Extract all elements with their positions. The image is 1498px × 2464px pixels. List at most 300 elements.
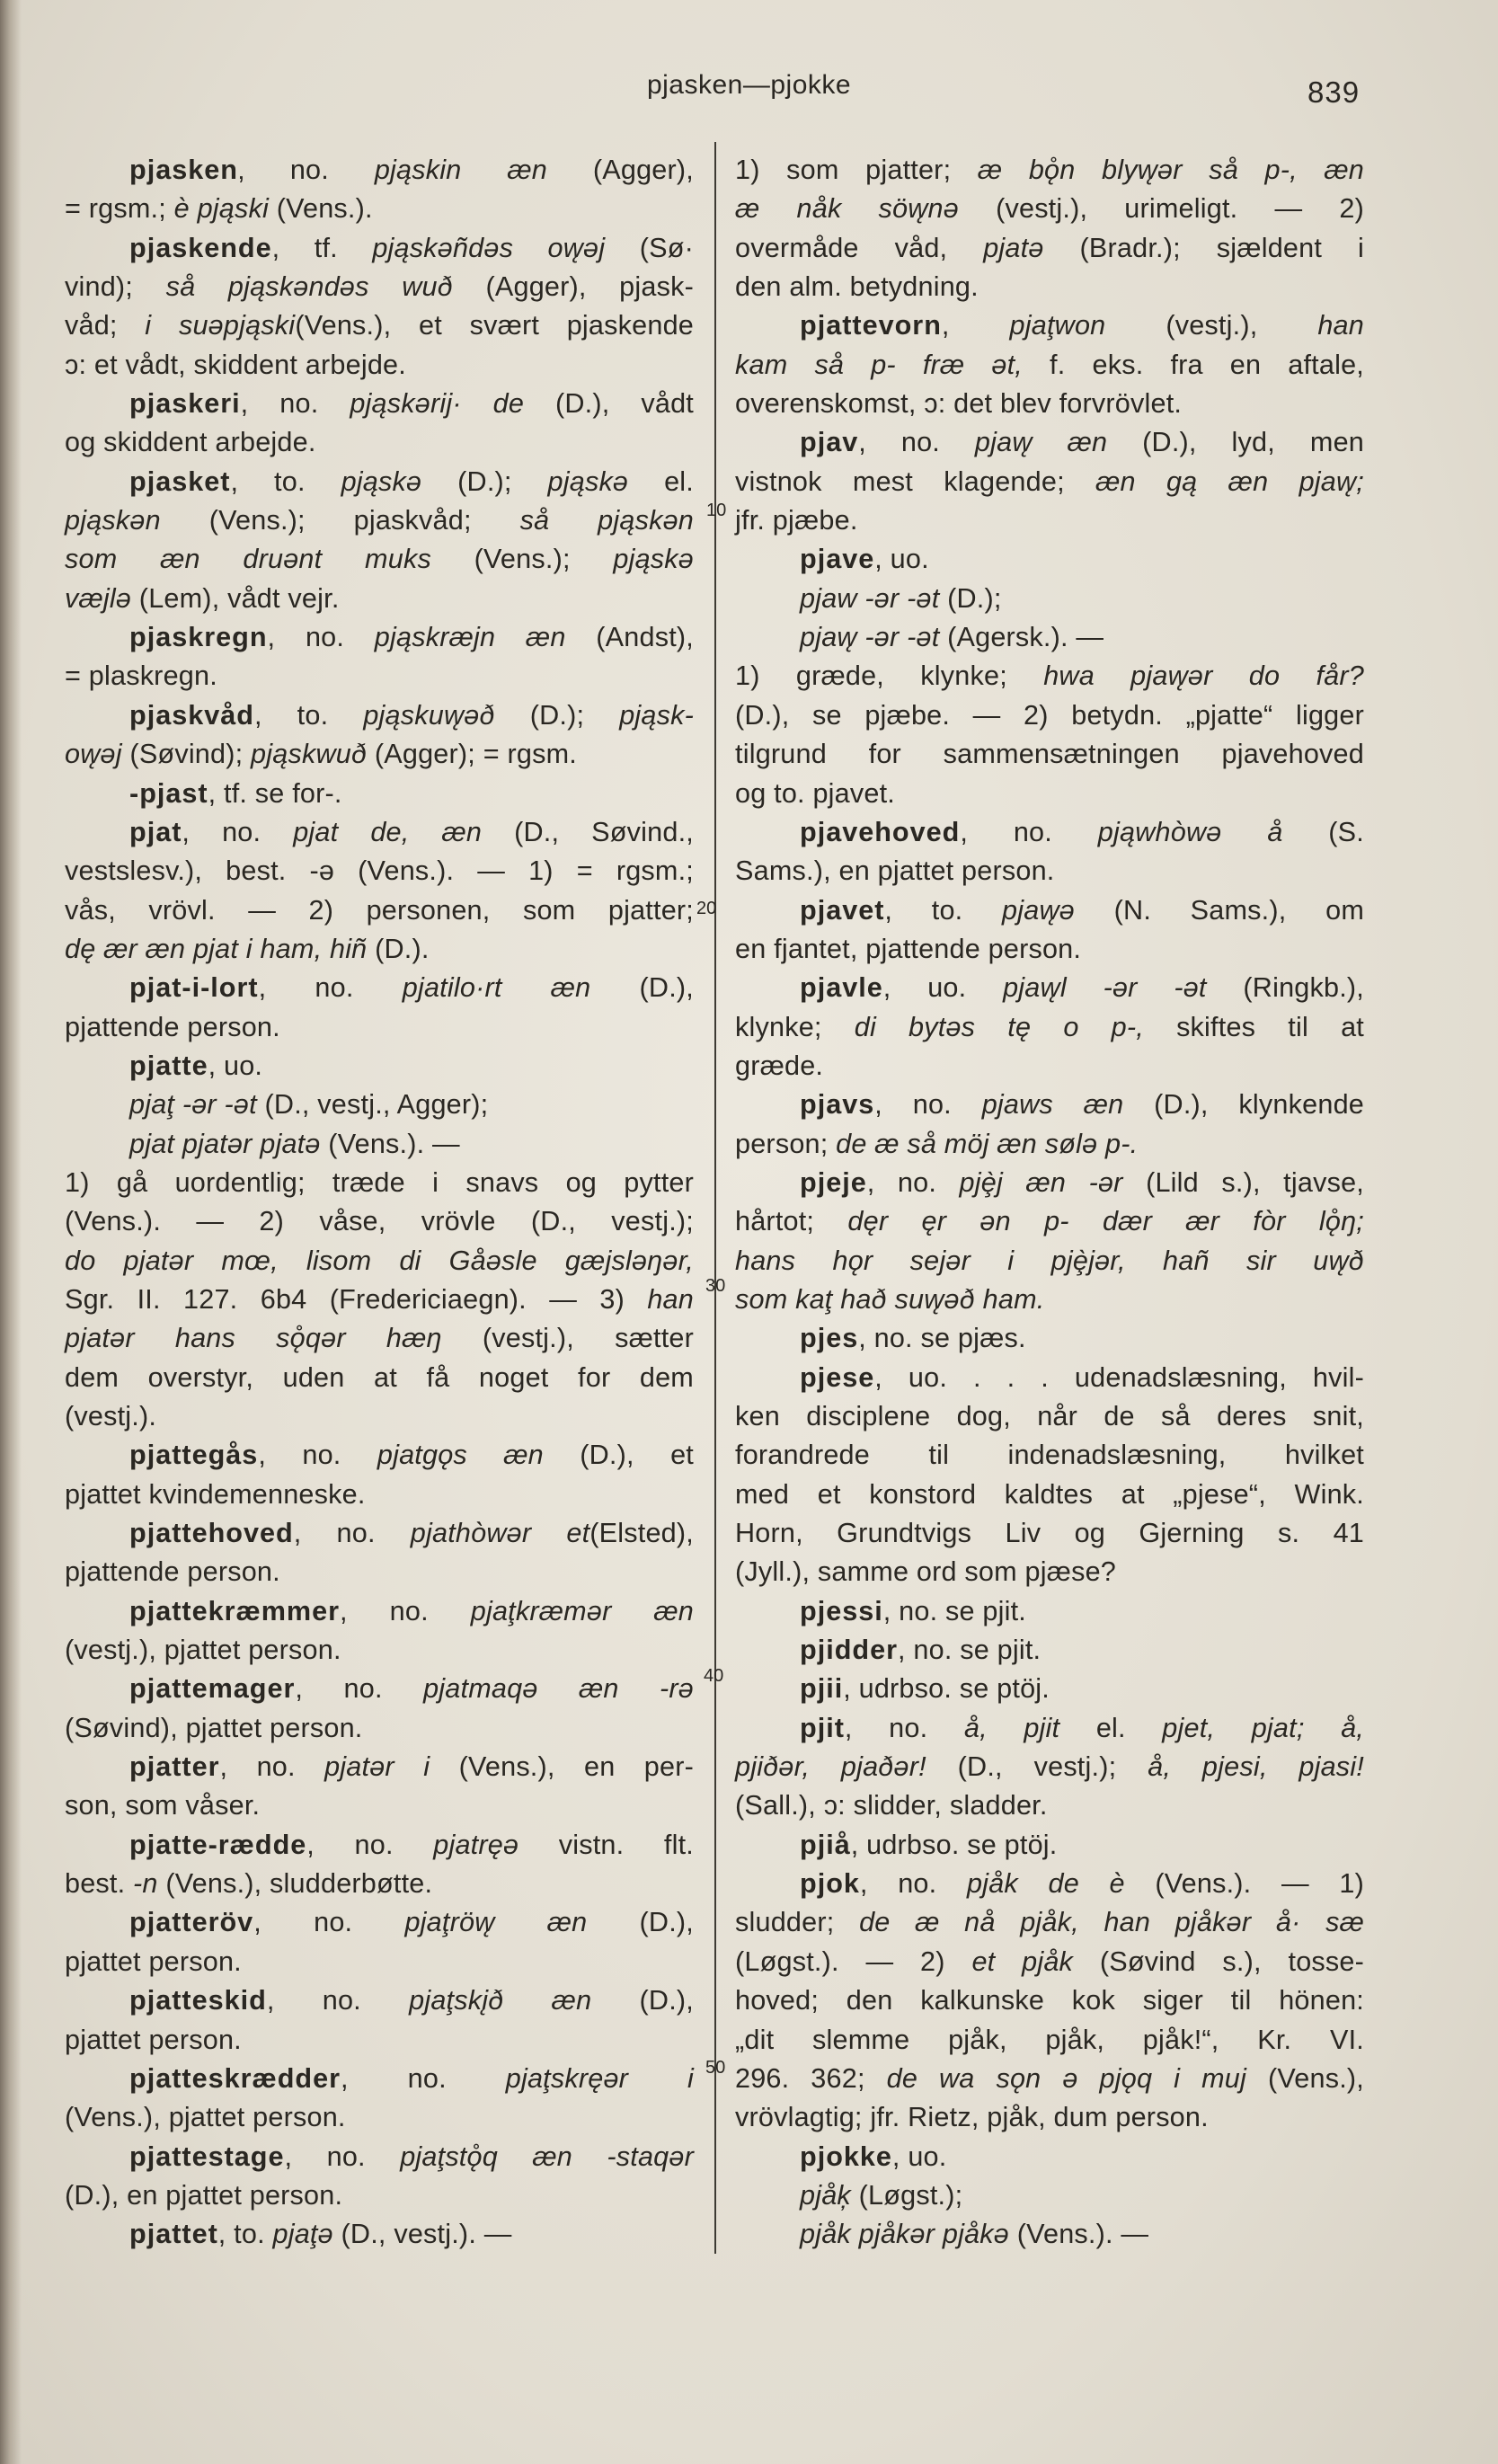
line-number-10: 10: [706, 501, 727, 520]
text-line: [65, 1397, 694, 1436]
entry-text: den alm. betydning.: [735, 271, 979, 303]
headword: pjessi: [800, 1595, 883, 1626]
headword: pjat: [129, 816, 182, 847]
entry-text: , uo.: [208, 1050, 263, 1081]
entry-text: , no.: [858, 427, 975, 458]
headword: pjattevorn: [800, 310, 942, 341]
dialect-form: pjatręə: [433, 1829, 519, 1860]
text-line: [65, 1514, 694, 1553]
text-line: [735, 151, 1364, 190]
text-line: [735, 1164, 1364, 1202]
headword: pjit: [800, 1712, 845, 1743]
text-line: [65, 1242, 694, 1281]
entry-text: (D.);: [939, 582, 1002, 614]
entry-text: vås, vrövl. — 2) personen, som pjatter;: [65, 894, 694, 926]
entry-text: (Vens.),: [1246, 2062, 1364, 2094]
book-binding-edge: [0, 0, 22, 2464]
headword: pjattet: [129, 2219, 218, 2250]
text-line: [735, 696, 1364, 735]
dialect-form: pjat de, æn: [293, 816, 483, 847]
dialect-form: pjȩ̀j æn -ər: [959, 1166, 1123, 1198]
entry-text: = rgsm.;: [65, 193, 174, 225]
entry-text: (D., vestj.);: [926, 1751, 1148, 1783]
text-line: [65, 657, 694, 696]
text-line: [65, 1631, 694, 1670]
dialect-form: pjatər hans sǫ̊qər hæŋ: [65, 1323, 442, 1354]
text-line: [735, 2138, 1364, 2176]
text-line: [65, 501, 694, 540]
column-rule: [714, 142, 716, 2254]
dialect-form: dę ær æn pjat i ham, hiñ: [65, 933, 368, 964]
entry-text: (vestj.).: [65, 1401, 157, 1431]
headword: pjes: [800, 1323, 859, 1354]
entry-text: (D.);: [421, 465, 548, 497]
dialect-form: hwa pjaw̨ər do får?: [1043, 660, 1364, 692]
text-line: [735, 1047, 1364, 1086]
entry-text: 296. 362;: [735, 2062, 887, 2094]
headword: pjiå: [800, 1829, 851, 1860]
entry-text: (Andst),: [565, 622, 694, 653]
entry-text: pjattet kvindemenneske.: [65, 1478, 366, 1510]
text-line: [65, 2215, 694, 2254]
entry-text: (Løgst.). — 2): [735, 1945, 972, 1977]
entry-text: 1) som pjatter;: [735, 155, 978, 185]
text-line: [735, 891, 1364, 930]
dialect-form: pjatilo·rt æn: [402, 972, 591, 1004]
entry-text: (Søvind);: [121, 739, 252, 770]
entry-text: (Jyll.), samme ord som pjæse?: [735, 1556, 1117, 1588]
text-line: [65, 1981, 694, 2020]
text-line: [735, 1514, 1364, 1553]
entry-text: (Vens.). —: [1009, 2219, 1149, 2250]
entry-text: , uo. . . . udenadslæsning, hvil-: [874, 1361, 1364, 1393]
entry-text: Sgr. II. 127. 6b4 (Fredericiaegn). — 3): [65, 1283, 648, 1315]
dialect-form: do pjatər mœ, lisom di Gåəsle gæjsləŋər,: [65, 1245, 694, 1276]
text-line: [65, 1086, 694, 1124]
text-line: [65, 1281, 694, 1319]
entry-text: græde.: [735, 1050, 824, 1081]
entry-text: , no. se pjit.: [882, 1595, 1026, 1626]
dialect-form: å, pjesi, pjasi!: [1148, 1751, 1364, 1783]
dialect-form: hans hǫr sejər i pjȩ̀jər, hañ sir uw̨ð: [735, 1245, 1364, 1276]
entry-text: (Sø·: [605, 232, 694, 263]
entry-text: (Vens.), en per-: [430, 1751, 694, 1783]
dialect-form: pjaţwon: [1009, 310, 1106, 341]
dialect-form: pjaw̨ə: [1002, 894, 1075, 926]
text-line: [735, 2060, 1364, 2098]
text-line: [735, 1826, 1364, 1865]
dialect-form: dęr ęr ən p- dær ær fòr lǫ̊ŋ;: [847, 1206, 1364, 1237]
dialect-form: pjatər i: [324, 1751, 430, 1783]
headword: pjatte-rædde: [129, 1829, 307, 1860]
dialect-form: pjaw̨ -ər -ət: [800, 622, 940, 653]
dialect-form: pjaţskįð æn: [409, 1985, 592, 2016]
entry-text: ‚ no.: [237, 155, 375, 185]
text-line: [735, 1281, 1364, 1319]
entry-text: , no.: [284, 2140, 401, 2172]
entry-text: , no.: [182, 816, 294, 847]
entry-text: el.: [628, 465, 694, 497]
text-line: [65, 190, 694, 228]
text-line: [735, 1359, 1364, 1397]
text-line: [65, 1359, 694, 1397]
headword: pjavehoved: [800, 816, 961, 847]
headword: pjeje: [800, 1166, 867, 1198]
entry-text: (D.).: [367, 933, 430, 964]
dialect-form: kam så p- fræ ət,: [735, 349, 1023, 380]
entry-text: en fjantet, pjattende person.: [735, 933, 1082, 964]
text-line: [65, 1436, 694, 1475]
entry-text: (Elsted),: [589, 1518, 694, 1549]
dialect-form: et pjåk: [971, 1945, 1074, 1977]
entry-text: (Vens.);: [430, 544, 614, 575]
line-number-40: 40: [704, 1666, 724, 1686]
entry-text: pjattet person.: [65, 1945, 242, 1977]
headword: pjatteskid: [129, 1985, 267, 2016]
headword: pjese: [800, 1361, 875, 1393]
entry-text: 1) græde, klynke;: [735, 660, 1044, 692]
text-line: [65, 580, 694, 618]
dialect-form: pjąskə: [613, 544, 694, 575]
text-line: [65, 385, 694, 423]
left-column: [65, 151, 694, 2255]
text-line: [65, 1319, 694, 1358]
entry-text: (Vens.), pjattet person.: [65, 2102, 346, 2133]
text-line: [735, 1865, 1364, 1903]
headword: pjaskeri: [129, 388, 241, 420]
entry-text: (Vens.). —: [320, 1128, 460, 1159]
entry-text: person;: [735, 1128, 837, 1159]
entry-text: (Agger), pjask-: [452, 271, 694, 303]
dialect-form: pjaw̨l -ər -ət: [1003, 972, 1207, 1004]
headword: pjatteröv: [129, 1907, 254, 1938]
headword: pjaskregn: [129, 622, 268, 653]
entry-text: Horn, Grundtvigs Liv og Gjerning s. 41: [735, 1518, 1364, 1549]
entry-text: og skiddent arbejde.: [65, 427, 316, 458]
headword: pjavet: [800, 894, 885, 926]
text-line: [735, 1631, 1364, 1670]
entry-text: tilgrund for sammensætningen pjavehoved: [735, 739, 1364, 770]
entry-text: (D., vestj.). —: [332, 2219, 512, 2250]
entry-text: pjattende person.: [65, 1011, 280, 1042]
text-line: [735, 1709, 1364, 1748]
dialect-form: pjąskuw̨əð: [363, 699, 495, 731]
dialect-form: pjąskə: [341, 465, 422, 497]
text-line: [735, 2098, 1364, 2137]
line-number-20: 20: [696, 899, 717, 918]
entry-text: ken disciplene dog, når de så deres snit,: [735, 1401, 1364, 1431]
text-line: [735, 657, 1364, 696]
entry-text: , no.: [253, 1907, 405, 1938]
entry-text: , uo.: [874, 544, 929, 575]
dialect-form: væjlə: [65, 582, 132, 614]
entry-text: (Søvind s.), tosse-: [1073, 1945, 1365, 1977]
text-line: [735, 852, 1364, 891]
entry-text: (Vens.). — 2) våse, vrövle (D., vestj.);: [65, 1206, 694, 1237]
entry-text: , uo.: [891, 2140, 947, 2172]
text-line: [735, 1981, 1364, 2020]
text-line: [735, 1125, 1364, 1164]
text-line: [735, 969, 1364, 1007]
text-line: [65, 775, 694, 813]
entry-text: (vestj.), sætter: [441, 1323, 694, 1354]
text-line: [735, 2021, 1364, 2060]
text-line: [735, 1397, 1364, 1436]
text-line: [65, 463, 694, 501]
dialect-form: è pjąski: [173, 193, 269, 225]
entry-text: , no.: [266, 1985, 410, 2016]
headword: pjattemager: [129, 1673, 296, 1705]
entry-text: (D.), se pjæbe. — 2) betydn. „pjatte“ ligger: [735, 699, 1364, 731]
text-line: [65, 1202, 694, 1241]
headword: pjokke: [800, 2140, 892, 2172]
text-line: [65, 969, 694, 1007]
text-line: [735, 463, 1364, 501]
text-line: [65, 1553, 694, 1591]
entry-text: (D., vestj., Agger);: [256, 1089, 489, 1121]
entry-text: forandrede til indenadslæsning, hvilket: [735, 1440, 1364, 1471]
text-line: [735, 1242, 1364, 1281]
dialect-form: pjąskə: [547, 465, 629, 497]
entry-text: ,: [941, 310, 1010, 341]
headword: pjat-i-lort: [129, 972, 259, 1004]
text-line: [65, 2060, 694, 2098]
text-line: [735, 1476, 1364, 1514]
entry-text: , no.: [874, 1089, 982, 1121]
headword: pjaskende: [129, 232, 272, 263]
entry-text: , no.: [267, 622, 375, 653]
text-line: [735, 775, 1364, 813]
dialect-form: han: [1317, 310, 1364, 341]
dialect-form: pjat pjatər pjatə: [129, 1128, 321, 1159]
line-number-50: 50: [705, 2058, 726, 2078]
dialect-form: pjąskwuð: [251, 739, 368, 770]
entry-text: dem overstyr, uden at få noget for dem: [65, 1361, 694, 1393]
text-line: [735, 813, 1364, 852]
dialect-form: som æn druənt muks: [65, 544, 431, 575]
headword: pjave: [800, 544, 875, 575]
entry-text: (D.), en pjattet person.: [65, 2179, 343, 2211]
dialect-form: pjiðər, pjaðər!: [735, 1751, 926, 1783]
entry-text: (Vens.), sludderbøtte.: [157, 1868, 433, 1900]
entry-text: (S.: [1282, 816, 1364, 847]
headword: pjattestage: [129, 2140, 285, 2172]
entry-text: , no. se pjæs.: [858, 1323, 1026, 1354]
headword: pjattehoved: [129, 1518, 294, 1549]
text-line: [65, 346, 694, 385]
text-line: [735, 2215, 1364, 2254]
dialect-form: pjåķ: [800, 2179, 851, 2211]
text-line: [65, 1047, 694, 1086]
dialect-form: pjaw -ər -ət: [800, 582, 940, 614]
text-line: [65, 2176, 694, 2215]
text-line: [735, 423, 1364, 462]
entry-text: (Søvind), pjattet person.: [65, 1712, 363, 1743]
headword: pjasken: [129, 155, 238, 185]
entry-text: hoved; den kalkunske kok siger til hönen:: [735, 1985, 1364, 2016]
text-line: [65, 2098, 694, 2137]
text-line: [735, 540, 1364, 579]
entry-text: , no.: [219, 1751, 325, 1783]
text-line: [735, 1008, 1364, 1047]
entry-text: , no.: [859, 1868, 967, 1900]
dialect-form: pjåk pjåkər pjåkə: [800, 2219, 1009, 2250]
entry-text: (vestj.), urimeligt. — 2): [958, 193, 1364, 225]
headword: pjasket: [129, 465, 231, 497]
text-line: [65, 1476, 694, 1514]
dialect-form: di bytəs tę o p-,: [854, 1011, 1144, 1042]
dialect-form: de æ så möj æn sølə p-.: [836, 1128, 1139, 1159]
text-line: [65, 1903, 694, 1942]
text-line: [735, 1786, 1364, 1825]
entry-text: vind);: [65, 271, 166, 303]
text-line: [735, 1592, 1364, 1631]
text-line: [65, 1670, 694, 1708]
dialect-form: pjaţröw̨ æn: [404, 1907, 588, 1938]
text-line: [65, 1164, 694, 1202]
dialect-form: pjaţ -ər -ət: [129, 1089, 257, 1121]
entry-text: overmåde våd,: [735, 232, 984, 263]
text-line: [65, 891, 694, 930]
text-line: [65, 1592, 694, 1631]
entry-text: , no. se pjit.: [897, 1635, 1042, 1666]
entry-text: (Agersk.). —: [939, 622, 1104, 653]
dialect-form: pjatmaqə æn -rə: [423, 1673, 694, 1705]
entry-text: , no.: [341, 2062, 506, 2094]
headword: pjatte: [129, 1050, 208, 1081]
dialect-form: i suəpjąski: [145, 310, 296, 341]
dialect-form: pjąskəñdəs ow̨əj: [372, 232, 606, 263]
text-line: [735, 930, 1364, 969]
entry-text: , udrbso. se ptöj.: [843, 1673, 1050, 1705]
text-line: [735, 580, 1364, 618]
entry-text: klynke;: [735, 1011, 855, 1042]
headword: pjattekræmmer: [129, 1595, 341, 1626]
text-line: [735, 1553, 1364, 1591]
dialect-form: pjaţə: [272, 2219, 333, 2250]
dialect-form: ow̨əj: [65, 739, 122, 770]
text-line: [735, 1903, 1364, 1942]
entry-text: son, som våser.: [65, 1790, 261, 1821]
headword: pjatteskrædder: [129, 2062, 341, 2094]
entry-text: (vestj.),: [1105, 310, 1318, 341]
text-line: [735, 229, 1364, 268]
entry-text: (Lem), vådt vejr.: [131, 582, 340, 614]
dialect-form: pjąskərij· de: [350, 388, 525, 420]
dialect-form: pjaw̨ æn: [974, 427, 1108, 458]
entry-text: (Vens.), et svært pjaskende: [295, 310, 694, 341]
dialect-form: pjatgǫs æn: [377, 1440, 544, 1471]
text-line: [65, 930, 694, 969]
entry-text: , udrbso. se ptöj.: [850, 1829, 1058, 1860]
headword: -pjast: [129, 777, 208, 809]
entry-text: , to.: [230, 465, 341, 497]
entry-text: , no.: [866, 1166, 960, 1198]
entry-text: (Vens.); pjaskvåd;: [160, 505, 520, 536]
entry-text: (Ringkb.),: [1206, 972, 1364, 1004]
dialect-form: pjąskən: [65, 505, 161, 536]
entry-text: (D.);: [494, 699, 620, 731]
text-line: [65, 735, 694, 774]
entry-text: ɔ: et vådt, skiddent arbejde.: [65, 349, 406, 380]
entry-text: (D., Søvind.,: [482, 816, 694, 847]
entry-text: våd;: [65, 310, 146, 341]
entry-text: (D.),: [587, 1907, 695, 1938]
running-head: pjasken—pjokke: [646, 70, 852, 100]
entry-text: , no.: [306, 1829, 434, 1860]
dialect-form: pjąskræjn æn: [374, 622, 566, 653]
entry-text: (Agger),: [546, 155, 694, 185]
dialect-form: pjathòwər et: [410, 1518, 590, 1549]
entry-text: , no.: [844, 1712, 964, 1743]
entry-text: , to.: [253, 699, 364, 731]
entry-text: (D.), et: [543, 1440, 694, 1471]
dialect-form: pjaws æn: [981, 1089, 1124, 1121]
entry-text: (D.), vådt: [524, 388, 694, 420]
text-line: [65, 306, 694, 345]
text-line: [65, 1865, 694, 1903]
entry-text: (Vens.).: [269, 193, 373, 225]
text-line: [735, 268, 1364, 306]
text-line: [735, 190, 1364, 228]
text-line: [735, 1436, 1364, 1475]
text-line: [735, 385, 1364, 423]
text-line: [735, 1202, 1364, 1241]
entry-text: „dit slemme pjåk, pjåk, pjåk!“, Kr. VI.: [735, 2024, 1364, 2055]
line-number-30: 30: [705, 1276, 726, 1296]
dialect-form: -n: [133, 1868, 158, 1900]
entry-text: , to.: [884, 894, 1003, 926]
dialect-form: pjaţstǫ̊q æn -staqər: [400, 2140, 695, 2172]
headword: pjatter: [129, 1751, 220, 1783]
dialect-form: æ nåk söw̨nə: [735, 193, 959, 225]
entry-text: (Sall.), ɔ: slidder, sladder.: [735, 1790, 1048, 1821]
entry-text: vistnok mest klagende;: [735, 465, 1096, 497]
entry-text: , tf.: [271, 232, 373, 263]
text-line: [65, 423, 694, 462]
entry-text: skiftes til at: [1143, 1011, 1364, 1042]
headword: pjok: [800, 1868, 860, 1900]
entry-text: , no.: [960, 816, 1098, 847]
text-line: [65, 540, 694, 579]
text-line: [65, 2021, 694, 2060]
text-line: [65, 696, 694, 735]
headword: pjav: [800, 427, 859, 458]
text-line: [735, 1319, 1364, 1358]
entry-text: , tf. se for-.: [208, 777, 342, 809]
entry-text: = plaskregn.: [65, 660, 217, 692]
text-line: [735, 618, 1364, 657]
dialect-form: pjåk de è: [966, 1868, 1125, 1900]
text-line: [65, 852, 694, 891]
headword: pjidder: [800, 1635, 898, 1666]
text-line: [65, 229, 694, 268]
text-line: [65, 1943, 694, 1981]
text-line: [65, 813, 694, 852]
text-line: [735, 1943, 1364, 1981]
entry-text: pjattet person.: [65, 2024, 242, 2055]
text-line: [735, 735, 1364, 774]
text-line: [65, 1125, 694, 1164]
entry-text: vistn. flt.: [519, 1829, 695, 1860]
entry-text: (Løgst.);: [850, 2179, 963, 2211]
text-line: [65, 618, 694, 657]
entry-text: vestslesv.), best. -ə (Vens.). — 1) = rgsm.;: [65, 855, 694, 887]
entry-text: , no.: [340, 1595, 471, 1626]
entry-text: (D.), lyd, men: [1107, 427, 1364, 458]
text-line: [65, 1008, 694, 1047]
text-line: [735, 346, 1364, 385]
